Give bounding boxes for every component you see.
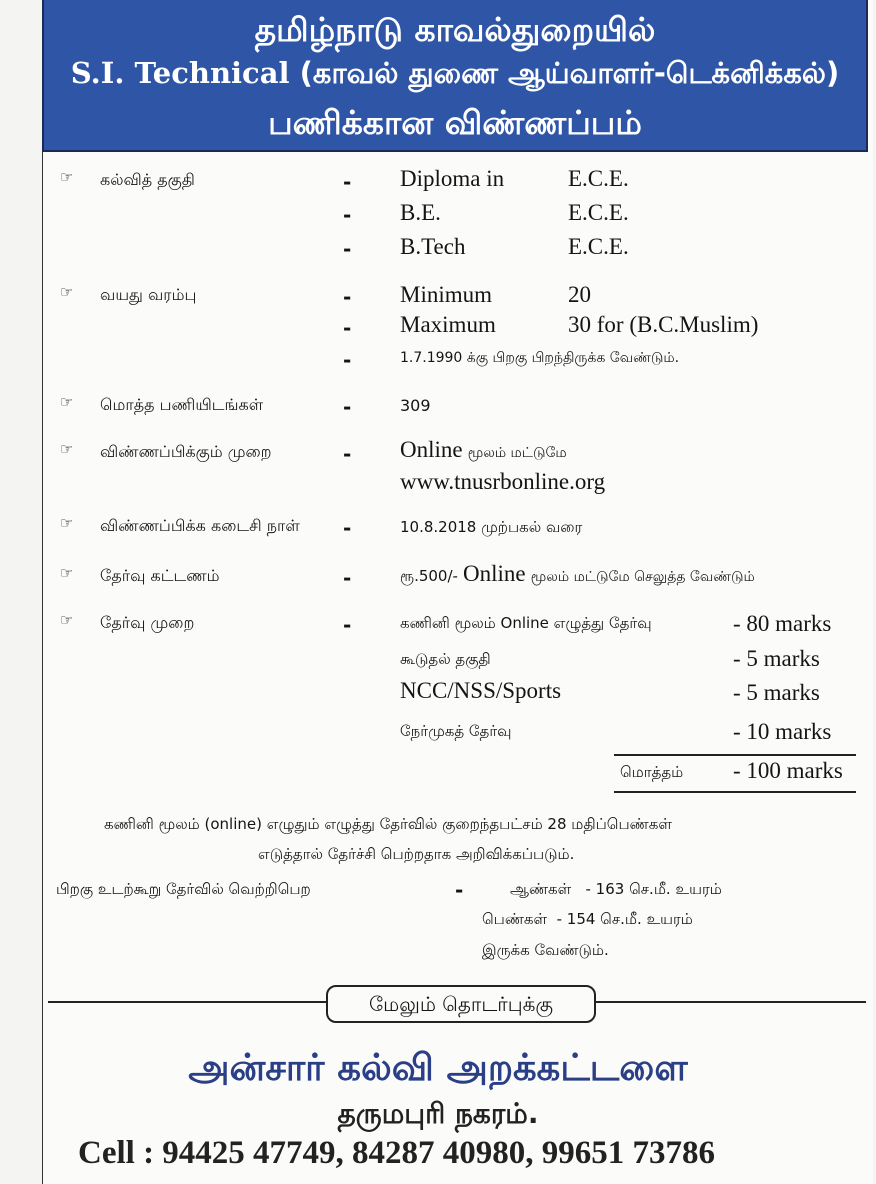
separator-dash: -: [343, 613, 352, 637]
header-line-3: பணிக்கான விண்ணப்பம்: [268, 103, 642, 142]
organization-name: அன்சார் கல்வி அறக்கட்டளை: [188, 1046, 688, 1089]
last-date-label: விண்ணப்பிக்க கடைசி நாள்: [100, 516, 300, 535]
qualification-degree: B.Tech: [400, 234, 466, 259]
pointing-hand-icon: ☞: [60, 611, 74, 629]
header-post-tamil: (காவல் துணை ஆய்வாளர்-டெக்னிக்கல்): [299, 56, 840, 90]
exam-item-marks: - 5 marks: [733, 680, 820, 705]
age-max-value: 30 for (B.C.Muslim): [568, 312, 759, 337]
physical-label: பிறகு உடற்கூறு தேர்வில் வெற்றிபெற: [56, 880, 311, 898]
age-label: வயது வரம்பு: [100, 285, 197, 304]
exam-item-name: கூடுதல் தகுதி: [400, 650, 491, 668]
fee-amount: ரூ.500/-: [400, 567, 458, 585]
notice-header: [42, 0, 868, 152]
separator-dash: -: [343, 566, 352, 590]
separator-dash: -: [343, 348, 352, 372]
apply-mode-online: Online: [400, 437, 463, 462]
total-rule-bottom: [614, 791, 856, 793]
separator-dash: -: [343, 203, 352, 227]
qualification-label: கல்வித் தகுதி: [100, 170, 195, 189]
pointing-hand-icon: ☞: [60, 514, 74, 532]
qualification-branch: E.C.E.: [568, 234, 629, 259]
separator-dash: -: [343, 285, 352, 309]
qualification-branch: E.C.E.: [568, 200, 629, 225]
exam-total-label: மொத்தம்: [620, 763, 684, 781]
age-min-label: Minimum: [400, 282, 493, 307]
fee-value: [400, 561, 755, 587]
pointing-hand-icon: ☞: [60, 283, 74, 301]
vacancies-value: 309: [400, 396, 431, 415]
separator-dash: -: [343, 395, 352, 419]
apply-mode-label: விண்ணப்பிக்கும் முறை: [100, 442, 272, 461]
fee-note: மூலம் மட்டுமே செலுத்த வேண்டும்: [530, 569, 755, 585]
pointing-hand-icon: ☞: [60, 564, 74, 582]
apply-website-link[interactable]: www.tnusrbonline.org: [400, 469, 606, 494]
exam-item-name: கணினி மூலம் Online எழுத்து தேர்வு: [400, 614, 652, 632]
pointing-hand-icon: ☞: [60, 440, 74, 458]
header-post-english: S.I. Technical: [70, 56, 290, 90]
pass-note-line-1: கணினி மூலம் (online) எழுதும் எழுத்து தேர்வில் குறைந்தபட்சம் 28 மதிப்பெண்கள்: [104, 815, 672, 833]
total-rule-top: [614, 754, 856, 756]
exam-item-marks: - 10 marks: [733, 719, 832, 744]
pass-note-line-2: எடுத்தால் தேர்ச்சி பெற்றதாக அறிவிக்கப்படும்.: [258, 845, 575, 863]
qualification-degree: B.E.: [400, 200, 441, 225]
qualification-degree: Diploma in: [400, 166, 505, 191]
separator-dash: -: [455, 878, 464, 902]
separator-dash: -: [343, 516, 352, 540]
vacancies-label: மொத்த பணியிடங்கள்: [100, 395, 264, 414]
pointing-hand-icon: ☞: [60, 168, 74, 186]
physical-female: பெண்கள் - 154 செ.மீ. உயரம்: [482, 910, 693, 928]
age-dob-note: 1.7.1990 க்கு பிறகு பிறந்திருக்க வேண்டும்.: [400, 350, 680, 366]
exam-label: தேர்வு முறை: [100, 613, 195, 632]
exam-item-name: நேர்முகத் தேர்வு: [400, 722, 512, 740]
separator-dash: -: [343, 442, 352, 466]
age-max-label: Maximum: [400, 312, 496, 337]
separator-dash: -: [343, 316, 352, 340]
header-line-1: தமிழ்நாடு காவல்துறையில்: [254, 10, 656, 49]
fee-online: Online: [463, 561, 526, 586]
exam-total-marks: - 100 marks: [733, 758, 843, 783]
exam-item-marks: - 80 marks: [733, 611, 832, 636]
last-date-value: 10.8.2018 முற்பகல் வரை: [400, 518, 583, 536]
more-contact-label: மேலும் தொடர்புக்கு: [326, 985, 596, 1023]
organization-city: தருமபுரி நகரம்.: [337, 1097, 539, 1130]
header-line-2: [44, 54, 866, 92]
fee-label: தேர்வு கட்டணம்: [100, 566, 220, 585]
physical-note: இருக்க வேண்டும்.: [482, 941, 609, 959]
separator-dash: -: [343, 237, 352, 261]
exam-item-name: NCC/NSS/Sports: [400, 678, 562, 703]
apply-mode-value: [400, 437, 567, 463]
age-min-value: 20: [568, 282, 591, 307]
pointing-hand-icon: ☞: [60, 393, 74, 411]
physical-male: ஆண்கள் - 163 செ.மீ. உயரம்: [510, 880, 722, 898]
separator-dash: -: [343, 170, 352, 194]
apply-mode-only: மூலம் மட்டுமே: [467, 445, 567, 461]
contact-phone-numbers: Cell : 94425 47749, 84287 40980, 99651 73786: [78, 1135, 716, 1171]
qualification-branch: E.C.E.: [568, 166, 629, 191]
exam-item-marks: - 5 marks: [733, 646, 820, 671]
